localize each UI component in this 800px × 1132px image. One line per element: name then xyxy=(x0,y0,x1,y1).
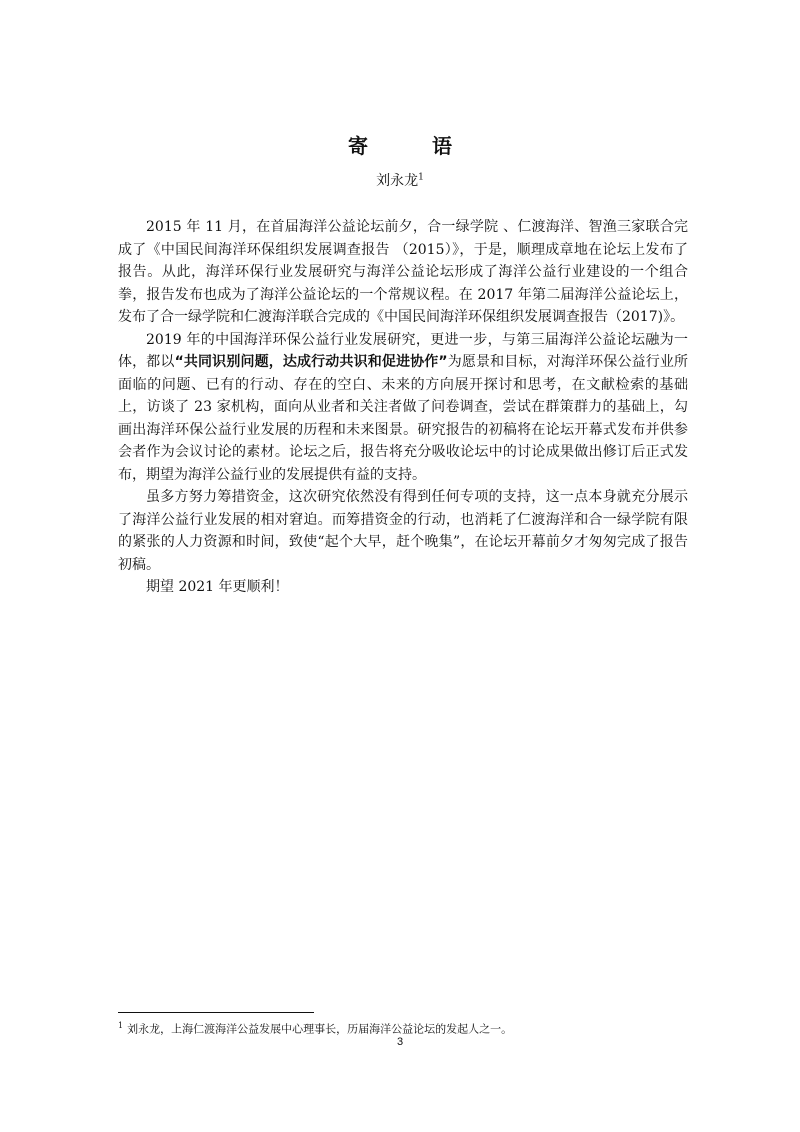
author-line xyxy=(0,170,800,190)
footnote-reference[interactable]: 1 xyxy=(418,172,424,183)
footnote xyxy=(118,1018,688,1038)
footnote-divider xyxy=(118,1012,314,1013)
paragraph-2 xyxy=(118,329,688,487)
footnote-text: 刘永龙，上海仁渡海洋公益发展中心理事长，历届海洋公益论坛的发起人之一。 xyxy=(127,1022,513,1036)
paragraph-1: 2015 年 11 月，在首届海洋公益论坛前夕，合一绿学院 、仁渡海洋、智渔三家联合完成了《中国民间海洋环保组织发展调查报告 （2015）》，于是，顺理成章地在论坛上发布了报告。从此，海洋环保行业发展研究与海洋公益论坛形成了海洋公益行业建设的一个组合拳，报告发布也成为了海洋公益论坛的一个常规议程。在 2017 年第二届海洋公益论坛上，发布了合一绿学院和仁渡海洋联合完成的《中国民间海洋环保组织发展调查报告（2017)》。 xyxy=(118,219,688,325)
footnote-mark: 1 xyxy=(118,1021,124,1030)
body-text xyxy=(118,216,688,599)
paragraph-3: 虽多方努力筹措资金，这次研究依然没有得到任何专项的支持，这一点本身就充分展示了海洋公益行业发展的相对窘迫。而筹措资金的行动，也消耗了仁渡海洋和合一绿学院有限的紧张的人力资源和时间，致使“起个大早，赶个晚集”，在论坛开幕前夕才匆匆完成了报告初稿。 xyxy=(118,489,688,573)
emphasis-text: “共同识别问题，达成行动共识和促进协作” xyxy=(174,354,448,370)
page-title: 寄 语 xyxy=(348,134,474,158)
paragraph-4: 期望 2021 年更顺利！ xyxy=(146,579,289,595)
page-number: 3 xyxy=(396,1036,404,1048)
paragraph-2-rest: 为愿景和目标，对海洋环保公益行业所面临的问题、已有的行动、存在的空白、未来的方向展开探讨和思考，在文献检索的基础上，访谈了 23 家机构，面向从业者和关注者做了问卷调查，尝试在群策群力的基础上，勾画出海洋环保公益行业发展的历程和未来图景。研究报告的初稿将在论坛开幕式发布并供参会者作为会议讨论的素材。论坛之后，报告将充分吸收论坛中的讨论成果做出修订后正式发布，期望为海洋公益行业的发展提供有益的支持。 xyxy=(118,354,689,483)
author-name: 刘永龙 xyxy=(376,173,419,189)
paragraph-2-lead: 2019 年的中国海洋环保公益行业发展研究，更进一步，与第三届海洋公益论坛融为一体，都以 xyxy=(118,331,688,370)
